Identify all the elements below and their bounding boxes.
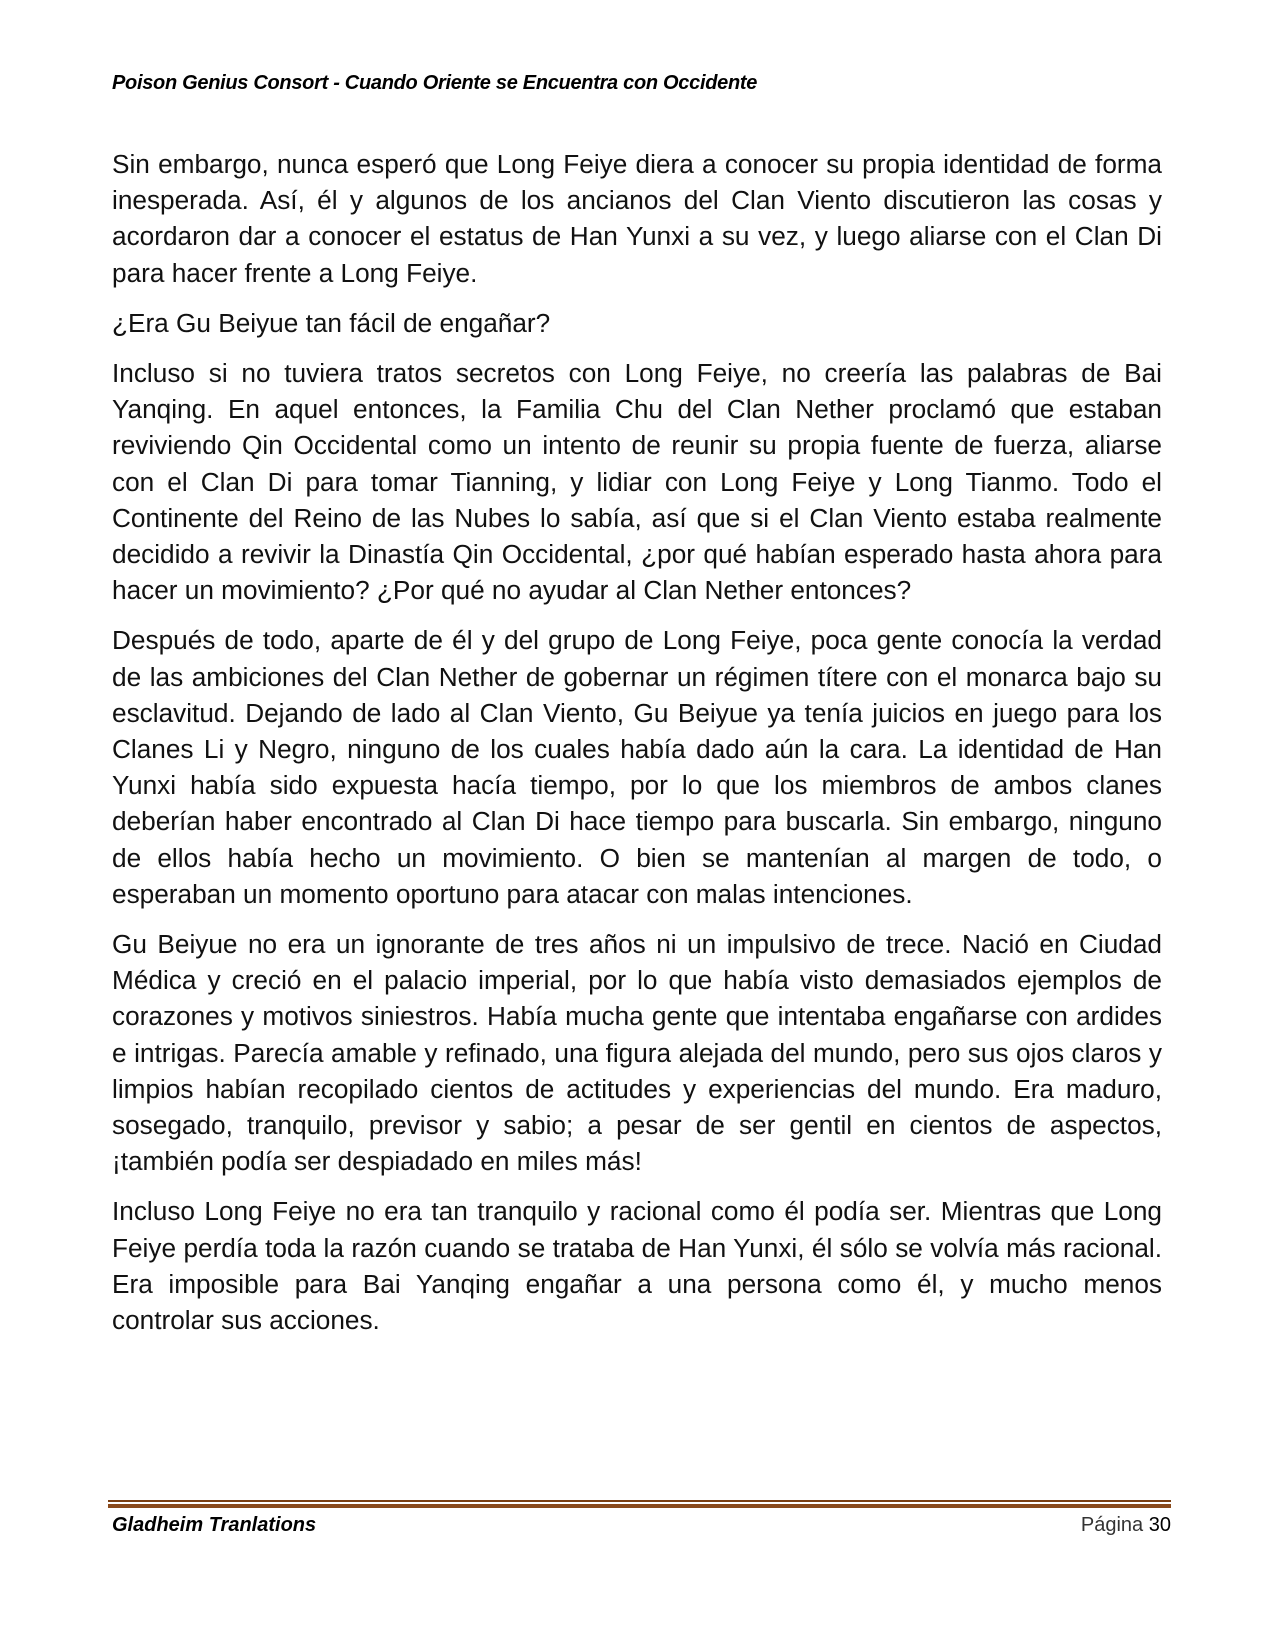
footer-divider-thick: [108, 1504, 1171, 1508]
page-number: [1081, 1514, 1171, 1537]
footer-divider-thin: [108, 1500, 1171, 1502]
page-number-value: 30: [1148, 1514, 1171, 1536]
paragraph: Incluso si no tuviera tratos secretos con Long Feiye, no creería las palabras de Bai Yanqing. En aquel entonces, la Familia Chu del Clan Nether proclamó que estaban reviviendo Qin Occidental como un intento de reunir su propia fuente de fuerza, aliarse con el Clan Di para tomar Tianning, y lidiar con Long Feiye y Long Tianmo. Todo el Continente del Reino de las Nubes lo sabía, así que si el Clan Viento estaba realmente decidido a revivir la Dinastía Qin Occidental, ¿por qué habían esperado hasta ahora para hacer un movimiento? ¿Por qué no ayudar al Clan Nether entonces?: [112, 358, 1162, 606]
paragraph: Incluso Long Feiye no era tan tranquilo y racional como él podía ser. Mientras que Long Feiye perdía toda la razón cuando se trataba de Han Yunxi, él sólo se volvía más racional. Era imposible para Bai Yanqing engañar a una persona como él, y mucho menos controlar sus acciones.: [112, 1196, 1162, 1336]
footer-publisher: Gladheim Tranlations: [112, 1514, 317, 1536]
page-label: Página: [1080, 1514, 1144, 1536]
paragraph: Después de todo, aparte de él y del grupo de Long Feiye, poca gente conocía la verdad de las ambiciones del Clan Nether de gobernar un régimen títere con el monarca bajo su esclavitud. Dejando de lado al Clan Viento, Gu Beiyue ya tenía juicios en juego para los Clanes Li y Negro, ninguno de los cuales había dado aún la cara. La identidad de Han Yunxi había sido expuesta hacía tiempo, por lo que los miembros de ambos clanes deberían haber encontrado al Clan Di hace tiempo para buscarla. Sin embargo, ninguno de ellos había hecho un movimiento. O bien se mantenían al margen de todo, o esperaban un momento oportuno para atacar con malas intenciones.: [112, 625, 1162, 909]
running-header: Poison Genius Consort - Cuando Oriente se Encuentra con Occidente: [112, 72, 758, 94]
paragraph: Sin embargo, nunca esperó que Long Feiye diera a conocer su propia identidad de forma inesperada. Así, él y algunos de los ancianos del Clan Viento discutieron las cosas y acordaron dar a conocer el estatus de Han Yunxi a su vez, y luego aliarse con el Clan Di para hacer frente a Long Feiye.: [112, 149, 1162, 288]
chapter-body: [112, 146, 1162, 1352]
paragraph: ¿Era Gu Beiyue tan fácil de engañar?: [112, 307, 551, 338]
paragraph: Gu Beiyue no era un ignorante de tres años ni un impulsivo de trece. Nació en Ciudad Médica y creció en el palacio imperial, por lo que había visto demasiados ejemplos de corazones y motivos siniestros. Había mucha gente que intentaba engañarse con ardides e intrigas. Parecía amable y refinado, una figura alejada del mundo, pero sus ojos claros y limpios habían recopilado cientos de actitudes y experiencias del mundo. Era maduro, sosegado, tranquilo, previsor y sabio; a pesar de ser gentil en cientos de aspectos, ¡también podía ser despiadado en miles más!: [112, 929, 1162, 1177]
